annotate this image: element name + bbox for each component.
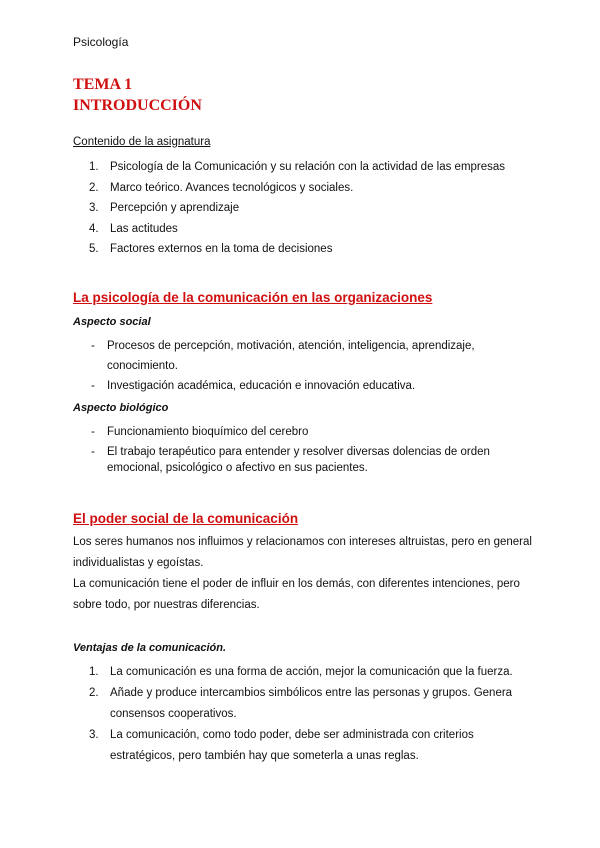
contents-label: Contenido de la asignatura xyxy=(73,136,211,148)
list-item: 2. Añade y produce intercambios simbólicos entre las personas y grupos. Genera consensos cooperativos. xyxy=(89,687,513,720)
list-item: 2. Marco teórico. Avances tecnológicos y sociales. xyxy=(89,181,354,194)
social-list xyxy=(73,336,493,396)
list-item: 3. Percepción y aprendizaje xyxy=(89,202,240,214)
list-item: - Procesos de percepción, motivación, atención, inteligencia, aprendizaje, conocimiento. xyxy=(91,340,475,372)
list-item: - Funcionamiento bioquímico del cerebro xyxy=(91,426,309,438)
list-item: - Investigación académica, educación e innovación educativa. xyxy=(91,380,416,392)
list-item: - El trabajo terapéutico para entender y resolver diversas dolencias de orden emocional, psicológico o afectivo en sus pacientes. xyxy=(91,446,490,474)
section-heading-poder-social: El poder social de la comunicación xyxy=(73,511,299,526)
paragraph: Los seres humanos nos influimos y relacionamos con intereses altruistas, pero en general individualistas y egoístas. xyxy=(73,536,532,569)
subheading-aspecto-social: Aspecto social xyxy=(73,316,151,328)
subheading-aspecto-biologico: Aspecto biológico xyxy=(73,402,169,414)
ventajas-list xyxy=(73,662,533,767)
chapter-number: TEMA 1 xyxy=(73,76,133,93)
bio-list xyxy=(73,422,498,476)
subheading-ventajas: Ventajas de la comunicación. xyxy=(73,642,227,654)
page-header: Psicología xyxy=(73,35,129,49)
paragraph: La comunicación tiene el poder de influir en los demás, con diferentes intenciones, pero sobre todo, por nuestras diferencias. xyxy=(73,578,520,611)
list-item: 1. La comunicación es una forma de acción, mejor la comunicación que la fuerza. xyxy=(89,666,513,678)
contents-list xyxy=(73,157,505,260)
chapter-title xyxy=(73,74,202,116)
list-item: 5. Factores externos en la toma de decisiones xyxy=(89,243,333,255)
chapter-name: INTRODUCCIÓN xyxy=(73,97,202,114)
list-item: 4. Las actitudes xyxy=(89,222,178,235)
list-item: 1. Psicología de la Comunicación y su relación con la actividad de las empresas xyxy=(89,161,506,173)
section-heading-organizaciones: La psicología de la comunicación en las organizaciones xyxy=(73,290,433,305)
list-item: 3. La comunicación, como todo poder, debe ser administrada con criterios estratégicos, pero también hay que someterla a unas reglas. xyxy=(89,729,474,762)
